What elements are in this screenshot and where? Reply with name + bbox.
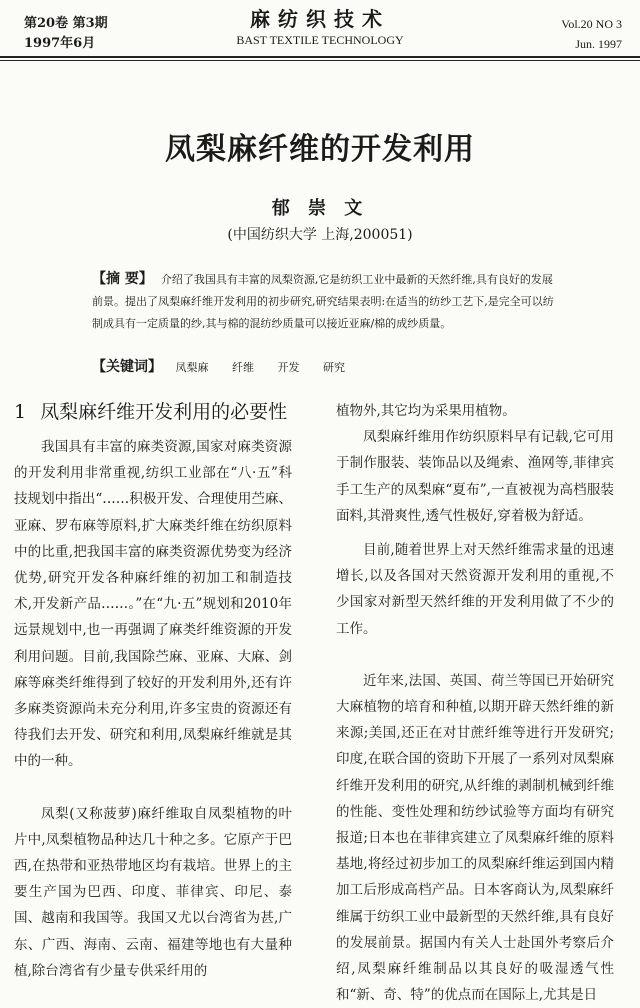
keyword: 凤梨麻 bbox=[175, 361, 209, 374]
paragraph: 近年来,法国、英国、荷兰等国已开始研究大麻植物的培育和种植,以期开辟天然纤维的新来源;美国,还正在对甘蔗纤维等进行开发研究;印度,在联合国的资助下开展了一系列对凤梨麻纤维开发利用的研究,从纤维的剥制机械到纤维的性能、变性处理和纺纱试验等方面均有研究报道;日本也在菲律宾建立了凤梨麻纤维的原料基地,将经过初步加工的凤梨麻纤维运到国内精加工后形成高档产品。日本客商认为,凤梨麻纤维属于纺织工业中最新型的天然纤维,具有良好的发展前景。据国内有关人士赴国外考察后介绍,凤梨麻纤维制品以其良好的吸湿透气性和“新、奇、特”的优点而在国际上,尤其是日 bbox=[336, 672, 614, 1004]
volume-cn: 第20卷 第3期 bbox=[24, 16, 108, 31]
paragraph: 目前,随着世界上对天然纤维需求量的迅速增长,以及各国对天然资源开发利用的重视,不少国家对新型天然纤维的开发利用做了不少的工作。 bbox=[336, 542, 614, 637]
journal-name-en: BAST TEXTILE TECHNOLOGY bbox=[236, 33, 404, 47]
keyword: 研究 bbox=[323, 361, 345, 374]
volume-en: Vol.20 NO 3 bbox=[561, 17, 622, 31]
affiliation: (中国纺织大学 上海,200051) bbox=[227, 227, 413, 243]
article-title: 凤梨麻纤维的开发利用 bbox=[165, 132, 475, 167]
date-cn: 1997年6月 bbox=[24, 36, 96, 51]
keyword: 开发 bbox=[277, 361, 300, 374]
section-heading bbox=[14, 398, 292, 426]
keywords bbox=[92, 356, 560, 379]
header-center bbox=[0, 6, 640, 48]
paragraph: 植物外,其它均为采果用植物。 bbox=[336, 403, 516, 419]
date-en: Jun. 1997 bbox=[575, 37, 622, 51]
left-column bbox=[14, 398, 292, 984]
journal-name-cn: 麻纺织技术 bbox=[250, 7, 390, 31]
keywords-label: 【关键词】 bbox=[92, 359, 162, 375]
author: 郁 崇 文 bbox=[271, 198, 369, 219]
paragraph: 凤梨麻纤维用作纺织原料早有记载,它可用于制作服装、装饰品以及绳索、渔网等,菲律宾手工生产的凤梨麻“夏布”,一直被视为高档服装面料,其滑爽性,透气性极好,穿着极为舒适。 bbox=[336, 429, 614, 524]
header-rule-thin bbox=[0, 60, 640, 61]
section-number: 1 bbox=[14, 401, 27, 423]
keyword: 纤维 bbox=[232, 361, 254, 374]
section-title: 凤梨麻纤维开发利用的必要性 bbox=[40, 401, 288, 423]
abstract-text: 介绍了我国具有丰富的凤梨资源,它是纺织工业中最新的天然纤维,具有良好的发展前景。提出了凤梨麻纤维开发利用的初步研究,研究结果表明:在适当的纺纱工艺下,是完全可以纺制成具有一定质量的纱,其与棉的混纺纱质量可以接近亚麻/棉的成纱质量。 bbox=[92, 273, 554, 330]
paragraph: 我国具有丰富的麻类资源,国家对麻类资源的开发利用非常重视,纺织工业部在“八·五”科技规划中指出“……积极开发、合理使用苎麻、亚麻、罗布麻等原料,扩大麻类纤维在纺织原料中的比重,把我国丰富的麻类资源优势变为经济优势,研究开发各种麻纤维的初加工和制造技术,开发新产品……。”在“九·五”规划和2010年远景规划中,也一再强调了麻类纤维资源的开发利用问题。目前,我国除苎麻、亚麻、大麻、剑麻等麻类纤维得到了较好的开发利用外,还有许多麻类资源尚未充分利用,许多宝贵的资源还有待我们去开发、研究和利用,凤梨麻纤维就是其中的一种。 bbox=[14, 439, 292, 770]
header-rule bbox=[0, 56, 640, 58]
abstract-label: 【摘 要】 bbox=[92, 271, 153, 287]
page-header bbox=[0, 0, 640, 64]
abstract bbox=[92, 268, 560, 335]
paragraph: 凤梨(又称菠萝)麻纤维取自凤梨植物的叶片中,凤梨植物品种达几十种之多。它原产于巴西,在热带和亚热带地区均有栽培。世界上的主要生产国为巴西、印度、菲律宾、印尼、泰国、越南和我国等。我国又尤以台湾省为甚,广东、广西、海南、云南、福建等地也有大量种植,除台湾省有少量专供采纤用的 bbox=[14, 805, 292, 979]
header-right bbox=[561, 14, 622, 54]
right-column bbox=[336, 398, 614, 1008]
